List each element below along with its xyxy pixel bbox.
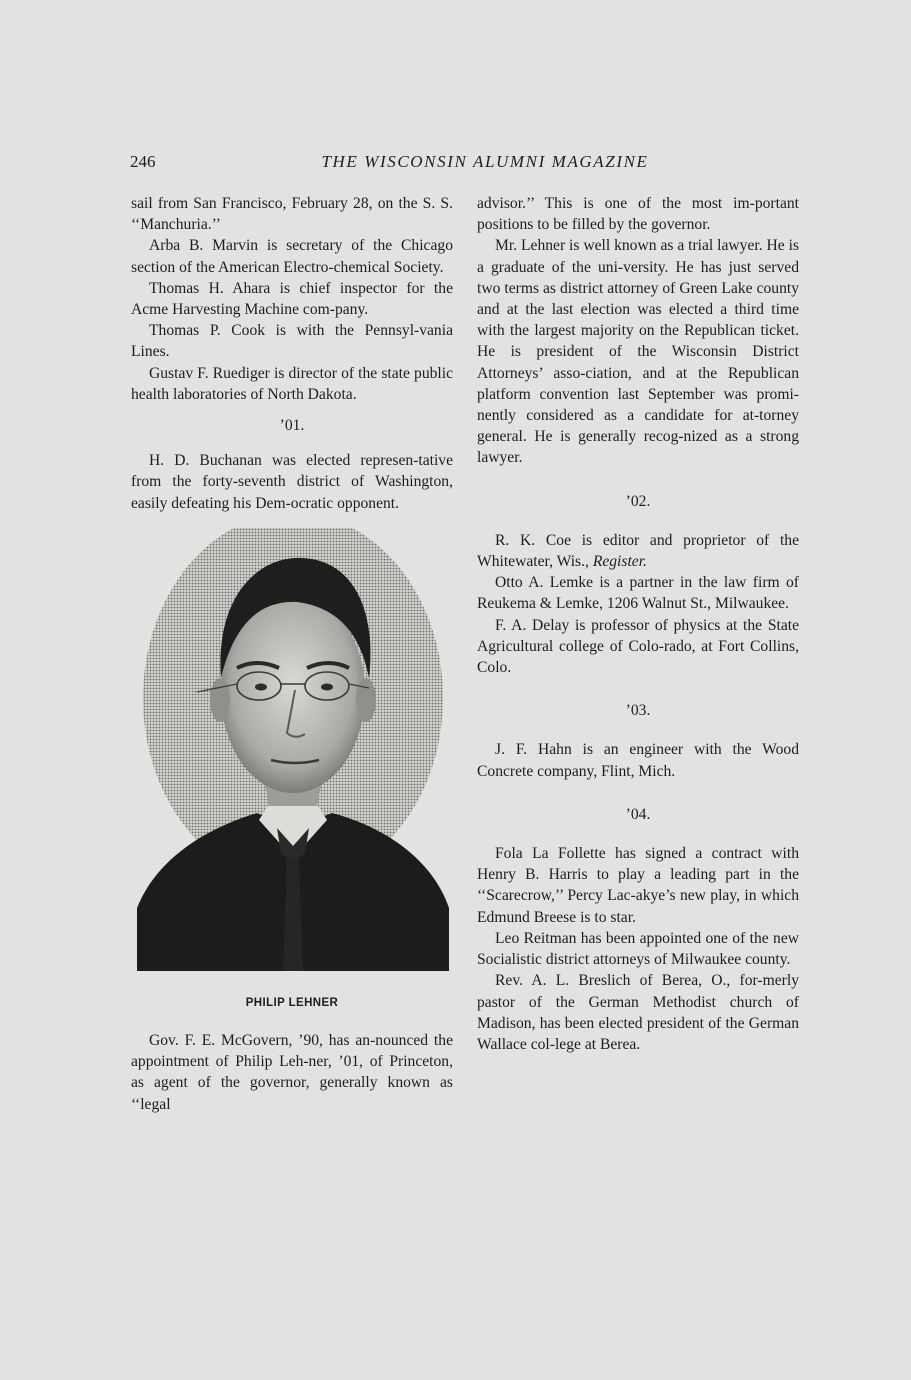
class-year-heading: ’04. <box>625 805 651 823</box>
paragraph: Arba B. Marvin is secretary of the Chicago section of the American Electro-chemical Society. <box>131 237 453 276</box>
paragraph: H. D. Buchanan was elected represen-tative from the forty-seventh district of Washington, easily defeating his Dem-ocratic opponent. <box>131 452 453 512</box>
paragraph <box>477 530 799 572</box>
left-column <box>131 193 453 1115</box>
class-year-heading: ’03. <box>625 702 651 720</box>
paragraph: Fola La Follette has signed a contract with Henry B. Harris to play a leading part in the ‘‘Scarecrow,’’ Percy Lac-akye’s new play, in which Edmund Breese is to star. <box>477 845 799 926</box>
paragraph: Gov. F. E. McGovern, ’90, has an-nounced the appointment of Philip Leh-ner, ’01, of Princeton, as agent of the governor, generally known as ‘‘legal <box>131 1032 453 1113</box>
paragraph: Rev. A. L. Breslich of Berea, O., for-merly pastor of the German Methodist church of Madison, has been elected president of the German Wallace col-lege at Berea. <box>477 972 799 1053</box>
paragraph: Thomas P. Cook is with the Pennsyl-vania Lines. <box>131 322 453 361</box>
portrait-photo <box>137 528 449 971</box>
paragraph: Otto A. Lemke is a partner in the law firm of Reukema & Lemke, 1206 Walnut St., Milwaukee. <box>477 574 799 613</box>
running-title: THE WISCONSIN ALUMNI MAGAZINE <box>321 152 649 171</box>
portrait-illustration <box>137 528 449 971</box>
paragraph: Gustav F. Ruediger is director of the state public health laboratories of North Dakota. <box>131 364 453 403</box>
right-column <box>477 193 799 1055</box>
paragraph: F. A. Delay is professor of physics at the State Agricultural college of Colo-rado, at Fort Collins, Colo. <box>477 616 799 677</box>
paragraph: advisor.’’ This is one of the most im-portant positions to be filled by the governor. <box>477 195 799 234</box>
paragraph: Leo Reitman has been appointed one of the new Socialistic district attorneys of Milwaukee county. <box>477 929 799 969</box>
paragraph: J. F. Hahn is an engineer with the Wood Concrete company, Flint, Mich. <box>477 741 799 780</box>
class-year-heading: ’02. <box>625 492 651 510</box>
paragraph: Thomas H. Ahara is chief inspector for the Acme Harvesting Machine com-pany. <box>131 279 453 319</box>
page-number: 246 <box>130 152 156 171</box>
paragraph-text: R. K. Coe is editor and proprietor of the Whitewater, Wis., <box>477 531 799 571</box>
class-year-heading: ’01. <box>279 417 305 435</box>
newspaper-title: Register. <box>592 553 647 571</box>
paragraph: Mr. Lehner is well known as a trial lawyer. He is a graduate of the uni-versity. He has just served two terms as district attorney of Green Lake county and at the last election was elected a third time with the largest majority on the Republican ticket. He is president of the Wisconsin District Attorneys’ asso-ciation, and at the Republican platform convention last September was promi-nently considered as a candidate for at-torney general. He is generally recog-nized as a strong lawyer. <box>477 237 800 467</box>
page-header <box>130 152 800 176</box>
photo-caption: PHILIP LEHNER <box>245 996 339 1009</box>
paragraph: sail from San Francisco, February 28, on the S. S. ‘‘Manchuria.’’ <box>131 195 453 234</box>
